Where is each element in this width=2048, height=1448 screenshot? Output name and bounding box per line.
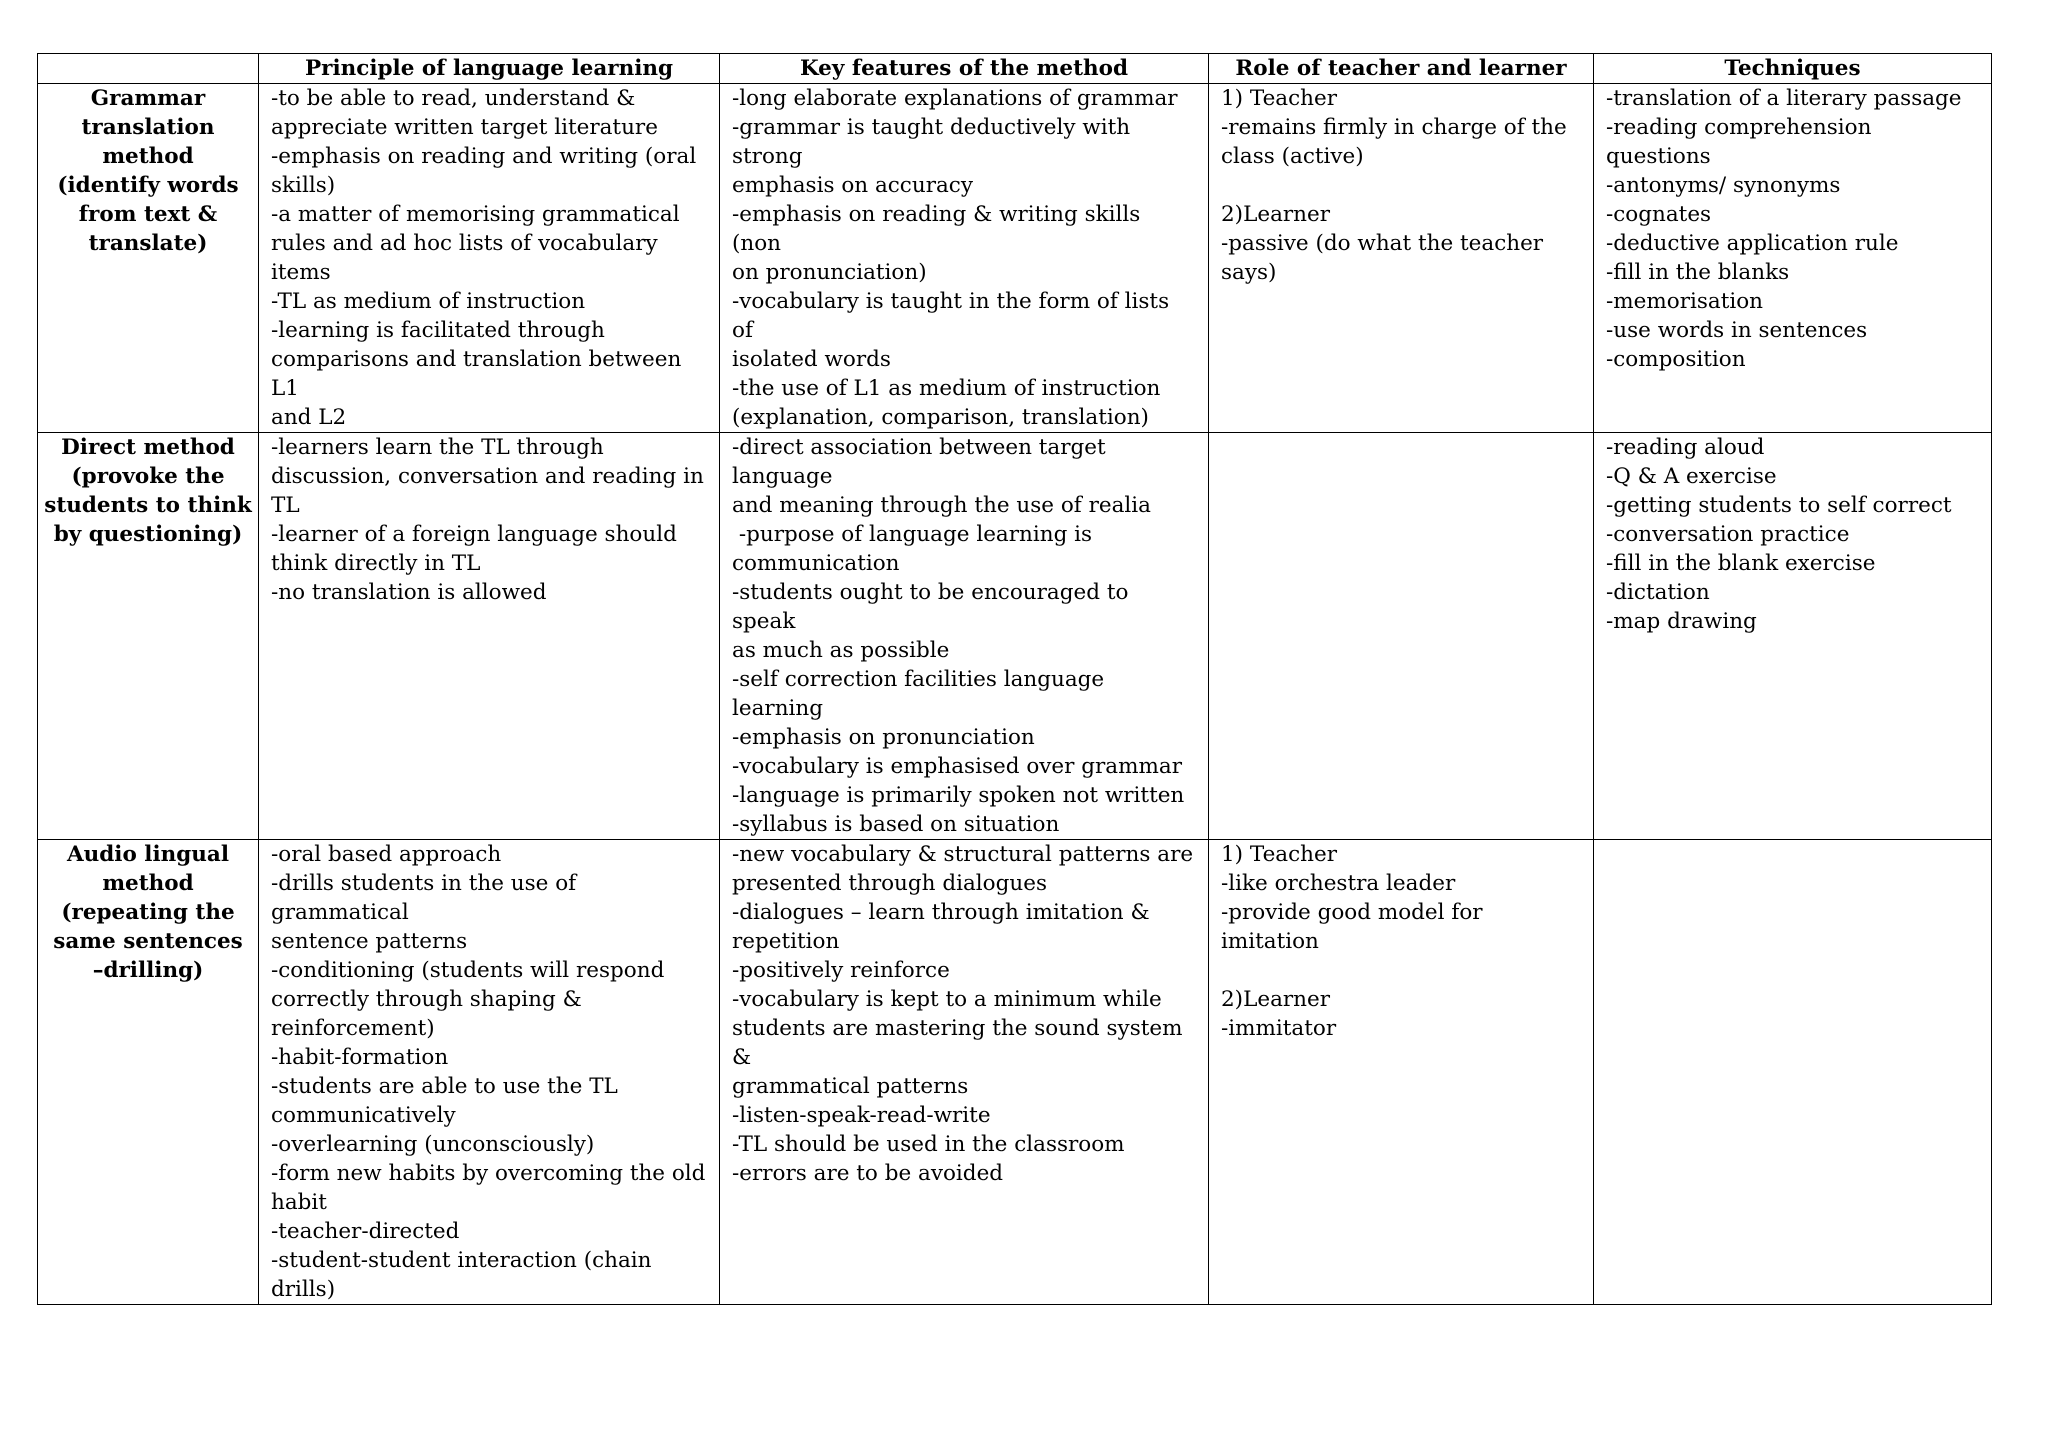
features-cell: -new vocabulary & structural patterns are presented through dialogues -dialogues – learn through imitation & repetition -positively reinforce -vocabulary is kept to a minimum while students are mastering the sound system & grammatical patterns -listen-speak-read-write -TL should be used in the classroom -errors are to be avoided: [720, 840, 1209, 1305]
header-techniques: Techniques: [1594, 54, 1992, 84]
header-method: [38, 54, 259, 84]
features-cell: -direct association between target language and meaning through the use of realia -purpose of language learning is communication -students ought to be encouraged to speak as much as possible -self correction facilities language learning -emphasis on pronunciation -vocabulary is emphasised over grammar -language is primarily spoken not written -syllabus is based on situation: [720, 433, 1209, 840]
techniques-cell: -translation of a literary passage -reading comprehension questions -antonyms/ synonyms -cognates -deductive application rule -fill in the blanks -memorisation -use words in sentences -composition: [1594, 84, 1992, 433]
method-name-cell: Direct method (provoke the students to think by questioning): [38, 433, 259, 840]
method-name-cell: Grammar translation method (identify words from text & translate): [38, 84, 259, 433]
features-cell: -long elaborate explanations of grammar -grammar is taught deductively with strong emphasis on accuracy -emphasis on reading & writing skills (non on pronunciation) -vocabulary is taught in the form of lists of isolated words -the use of L1 as medium of instruction (explanation, comparison, translation): [720, 84, 1209, 433]
document-page: [37, 53, 1991, 1305]
table-row-direct-method: [38, 433, 1992, 840]
table-row-grammar-translation: [38, 84, 1992, 433]
principle-cell: -oral based approach -drills students in the use of grammatical sentence patterns -conditioning (students will respond correctly through shaping & reinforcement) -habit-formation -students are able to use the TL communicatively -overlearning (unconsciously) -form new habits by overcoming the old habit -teacher-directed -student-student interaction (chain drills): [259, 840, 720, 1305]
techniques-cell: -reading aloud -Q & A exercise -getting students to self correct -conversation practice -fill in the blank exercise -dictation -map drawing: [1594, 433, 1992, 840]
table-row-audio-lingual: [38, 840, 1992, 1305]
header-roles: Role of teacher and learner: [1209, 54, 1594, 84]
principle-cell: -learners learn the TL through discussion, conversation and reading in TL -learner of a foreign language should think directly in TL -no translation is allowed: [259, 433, 720, 840]
roles-cell: [1209, 433, 1594, 840]
principle-cell: -to be able to read, understand & appreciate written target literature -emphasis on reading and writing (oral skills) -a matter of memorising grammatical rules and ad hoc lists of vocabulary items -TL as medium of instruction -learning is facilitated through comparisons and translation between L1 and L2: [259, 84, 720, 433]
header-row: [38, 54, 1992, 84]
method-name-cell: Audio lingual method (repeating the same sentences –drilling): [38, 840, 259, 1305]
techniques-cell: [1594, 840, 1992, 1305]
roles-cell: 1) Teacher -remains firmly in charge of the class (active) 2)Learner -passive (do what the teacher says): [1209, 84, 1594, 433]
header-principle: Principle of language learning: [259, 54, 720, 84]
roles-cell: 1) Teacher -like orchestra leader -provide good model for imitation 2)Learner -immitator: [1209, 840, 1594, 1305]
language-methods-table: [37, 53, 1992, 1305]
header-features: Key features of the method: [720, 54, 1209, 84]
